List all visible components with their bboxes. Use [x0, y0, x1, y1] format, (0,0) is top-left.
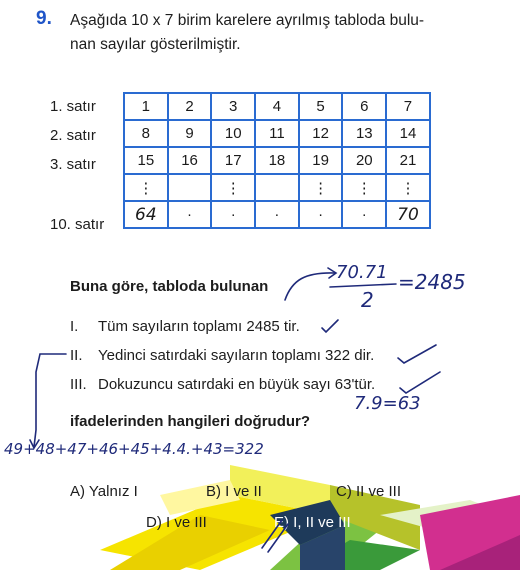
- handwritten-fraction-numerator: 70.71: [336, 262, 388, 283]
- grid-cell: ⋮: [342, 174, 386, 201]
- grid-cell: ⋮: [299, 174, 343, 201]
- row-label-1: 1. satır: [50, 98, 96, 115]
- question-text: [70, 9, 490, 57]
- grid-cell: 15: [124, 147, 168, 174]
- statement-number: III.: [70, 376, 87, 393]
- grid-cell: ⋮: [124, 174, 168, 201]
- grid-row: [124, 201, 430, 228]
- grid-cell: 17: [211, 147, 255, 174]
- question-prompt: Buna göre, tabloda bulunan: [70, 278, 269, 295]
- grid-cell: 13: [342, 120, 386, 147]
- pen-bracket: [34, 354, 66, 447]
- option-a[interactable]: A) Yalnız I: [70, 483, 138, 500]
- option-d[interactable]: D) I ve III: [146, 514, 207, 531]
- grid-cell: 3: [211, 93, 255, 120]
- grid-cell: ⋮: [386, 174, 430, 201]
- grid-cell: 9: [168, 120, 212, 147]
- handwritten-fraction-denominator: 2: [361, 288, 374, 312]
- pen-check-1: [322, 320, 338, 332]
- grid-cell: 8: [124, 120, 168, 147]
- pen-arrow: [285, 273, 335, 300]
- grid-cell: 20: [342, 147, 386, 174]
- number-grid: [123, 92, 431, 229]
- pen-check-3: [400, 372, 440, 393]
- grid-row: [124, 93, 430, 120]
- grid-cell: ·: [168, 201, 212, 228]
- grid-cell: [168, 174, 212, 201]
- statement-text: Dokuzuncu satırdaki en büyük sayı 63'tür.: [98, 376, 376, 393]
- grid-cell: 14: [386, 120, 430, 147]
- pen-arrow-head: [328, 268, 336, 278]
- statement-1: [70, 318, 300, 335]
- grid-cell: 64: [124, 201, 168, 228]
- option-e[interactable]: E) I, II ve III: [274, 514, 351, 531]
- statement-number: I.: [70, 318, 79, 335]
- grid-cell: ⋮: [211, 174, 255, 201]
- statement-text: Yedinci satırdaki sayıların toplamı 322 dir.: [98, 347, 375, 364]
- option-b[interactable]: B) I ve II: [206, 483, 262, 500]
- option-c[interactable]: C) II ve III: [336, 483, 402, 500]
- grid-cell: ·: [255, 201, 299, 228]
- grid-cell: 16: [168, 147, 212, 174]
- statement-text: Tüm sayıların toplamı 2485 tir.: [98, 318, 300, 335]
- grid-cell: 1: [124, 93, 168, 120]
- handwritten-seventh-row-sum: 49+48+47+46+45+4.4.+43=322: [4, 440, 264, 458]
- grid-cell: 6: [342, 93, 386, 120]
- grid-row: [124, 147, 430, 174]
- question-number: 9.: [36, 8, 52, 29]
- question-end: ifadelerinden hangileri doğrudur?: [70, 413, 311, 430]
- row-label-2: 2. satır: [50, 127, 96, 144]
- statement-3: [70, 376, 375, 393]
- grid-cell: 12: [299, 120, 343, 147]
- handwritten-ninth-row-calc: 7.9=63: [354, 393, 421, 414]
- grid-cell: 70: [386, 201, 430, 228]
- grid-cell: 7: [386, 93, 430, 120]
- grid-cell: 21: [386, 147, 430, 174]
- handwritten-total: =2485: [398, 270, 466, 294]
- grid-cell: 18: [255, 147, 299, 174]
- pen-check-2: [398, 345, 436, 363]
- question-text-line-2: nan sayılar gösterilmiştir.: [70, 36, 241, 53]
- grid-cell: 4: [255, 93, 299, 120]
- grid-cell: [255, 174, 299, 201]
- pen-fraction-bar: [330, 284, 396, 287]
- question-text-line-1: Aşağıda 10 x 7 birim karelere ayrılmış tabloda bulu-: [70, 12, 425, 29]
- row-label-3: 3. satır: [50, 156, 96, 173]
- grid-cell: 10: [211, 120, 255, 147]
- statement-number: II.: [70, 347, 83, 364]
- grid-cell: 19: [299, 147, 343, 174]
- statement-2: [70, 347, 374, 364]
- row-label-10: 10. satır: [50, 216, 105, 233]
- grid-row: [124, 120, 430, 147]
- grid-cell: ·: [211, 201, 255, 228]
- grid-cell: ·: [299, 201, 343, 228]
- grid-cell: 11: [255, 120, 299, 147]
- grid-cell: ·: [342, 201, 386, 228]
- grid-cell: 5: [299, 93, 343, 120]
- grid-cell: 2: [168, 93, 212, 120]
- grid-row: [124, 174, 430, 201]
- decorative-blocks-image: [0, 455, 520, 570]
